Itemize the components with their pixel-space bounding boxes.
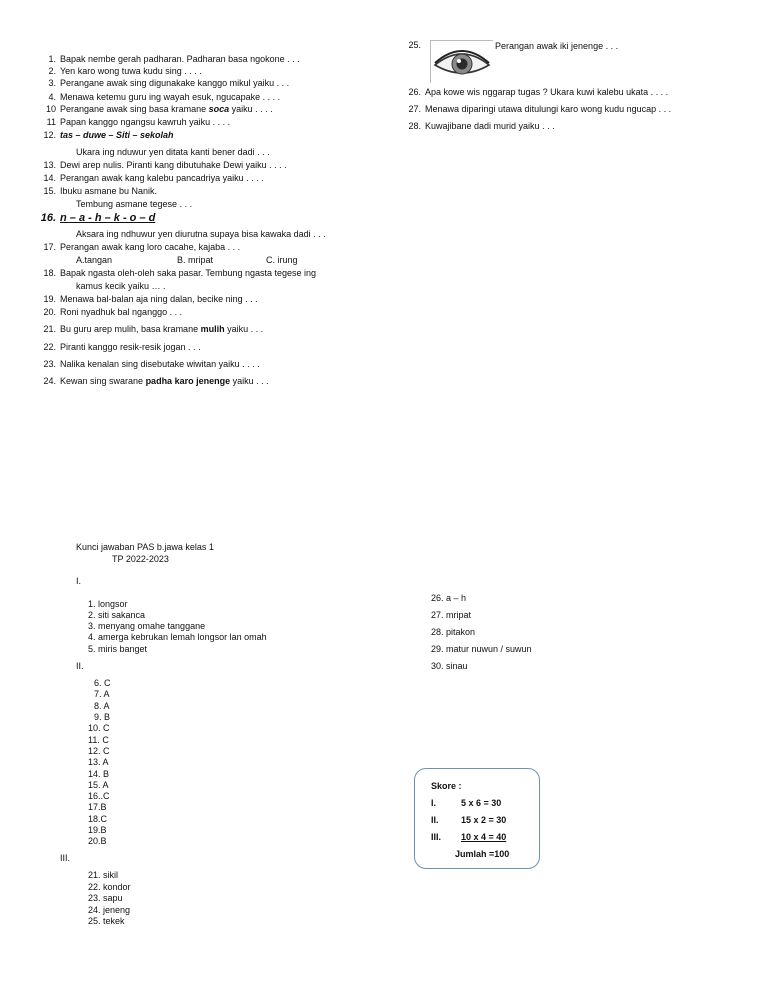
answer-30: 30. sinau bbox=[431, 661, 468, 671]
question-28: 28. Kuwajibane dadi murid yaiku . . . bbox=[408, 121, 555, 131]
question-1: 1. Bapak nembe gerah padharan. Padharan basa ngokone . . . bbox=[48, 54, 300, 64]
question-3: 3. Perangane awak sing digunakake kanggo mikul yaiku . . . bbox=[48, 78, 290, 88]
answer-21: 21. sikil bbox=[88, 870, 119, 880]
score-row-3-label: III. bbox=[431, 832, 442, 842]
question-15: 15. Ibuku asmane bu Nanik. bbox=[43, 186, 158, 196]
question-12: 12. tas – duwe – Siti – sekolah bbox=[43, 130, 174, 140]
question-20: 20. Roni nyadhuk bal nganggo . . . bbox=[43, 307, 183, 317]
answer-23: 23. sapu bbox=[88, 893, 123, 903]
question-25: Perangan awak iki jenenge . . . bbox=[495, 41, 619, 51]
key-section-2: II. bbox=[76, 661, 84, 671]
key-title: Kunci jawaban PAS b.jawa kelas 1 bbox=[76, 542, 214, 552]
question-14: 14. Perangan awak kang kalebu pancadriya yaiku . . . . bbox=[43, 173, 264, 183]
answer-11: 11. C bbox=[88, 735, 109, 745]
answer-19: 19.B bbox=[88, 825, 107, 835]
eye-image bbox=[430, 40, 493, 83]
question-21: 21. Bu guru arep mulih, basa kramane mulih yaiku . . . bbox=[43, 324, 264, 334]
question-18-cont: kamus kecik yaiku … . bbox=[76, 281, 166, 291]
answer-4: 4. amerga kebrukan lemah longsor lan omah bbox=[88, 632, 267, 642]
score-row-1-label: I. bbox=[431, 798, 437, 808]
option-a: A.tangan bbox=[76, 255, 113, 265]
score-total: Jumlah =100 bbox=[455, 849, 510, 859]
question-22: 22. Piranti kanggo resik-resik jogan . . . bbox=[43, 342, 201, 352]
question-27: 27. Menawa diparingi utawa ditulungi karo wong kudu ngucap . . . bbox=[408, 104, 672, 114]
answer-16: 16..C bbox=[88, 791, 110, 801]
answer-12: 12. C bbox=[88, 746, 110, 756]
question-4: 4. Menawa ketemu guru ing wayah esuk, ngucapake . . . . bbox=[48, 92, 281, 102]
answer-22: 22. kondor bbox=[88, 882, 131, 892]
answer-24: 24. jeneng bbox=[88, 905, 131, 915]
answer-20: 20.B bbox=[88, 836, 107, 846]
score-row-2: 15 x 2 = 30 bbox=[461, 815, 507, 825]
answer-27: 27. mripat bbox=[431, 610, 472, 620]
answer-2: 2. siti sakanca bbox=[88, 610, 146, 620]
option-b: B. mripat bbox=[177, 255, 214, 265]
question-18: 18. Bapak ngasta oleh-oleh saka pasar. Tembung ngasta tegese ing bbox=[43, 268, 317, 278]
answer-25: 25. tekek bbox=[88, 916, 125, 926]
question-10: 10 Perangane awak sing basa kramane soca yaiku . . . . bbox=[45, 104, 273, 114]
score-box bbox=[414, 768, 540, 869]
question-13: 13. Dewi arep nulis. Piranti kang dibutuhake Dewi yaiku . . . . bbox=[43, 160, 287, 170]
question-19: 19. Menawa bal-balan aja ning dalan, becike ning . . . bbox=[43, 294, 258, 304]
question-16: 16. n – a - h – k - o – d bbox=[40, 212, 156, 224]
question-26: 26. Apa kowe wis nggarap tugas ? Ukara kuwi kalebu ukata . . . . bbox=[408, 87, 669, 97]
eye-icon bbox=[431, 41, 493, 83]
answer-15: 15. A bbox=[88, 780, 109, 790]
answer-17: 17.B bbox=[88, 802, 107, 812]
answer-6: 6. C bbox=[94, 678, 111, 688]
answer-26: 26. a – h bbox=[431, 593, 467, 603]
question-24: 24. Kewan sing swarane padha karo jenenge yaiku . . . bbox=[43, 376, 269, 386]
score-row-2-label: II. bbox=[431, 815, 439, 825]
answer-13: 13. A bbox=[88, 757, 109, 767]
answer-18: 18.C bbox=[88, 814, 108, 824]
key-year: TP 2022-2023 bbox=[112, 554, 169, 564]
question-11: 11 Papan kanggo ngangsu kawruh yaiku . . . . bbox=[46, 117, 231, 127]
question-17: 17. Perangan awak kang loro cacahe, kajaba . . . bbox=[43, 242, 241, 252]
question-16-note: Aksara ing ndhuwur yen diurutna supaya bisa kawaka dadi . . . bbox=[76, 229, 326, 239]
question-12-note: Ukara ing nduwur yen ditata kanti bener dadi . . . bbox=[76, 147, 270, 157]
answer-3: 3. menyang omahe tanggane bbox=[88, 621, 206, 631]
score-row-1: 5 x 6 = 30 bbox=[461, 798, 502, 808]
answer-14: 14. B bbox=[88, 769, 110, 779]
answer-5: 5. miris banget bbox=[88, 644, 148, 654]
answer-10: 10. C bbox=[88, 723, 110, 733]
score-row-3: 10 x 4 = 40 bbox=[461, 832, 507, 842]
question-2: 2. Yen karo wong tuwa kudu sing . . . . bbox=[48, 66, 202, 76]
answer-1: 1. longsor bbox=[88, 599, 128, 609]
answer-8: 8. A bbox=[94, 701, 110, 711]
answer-29: 29. matur nuwun / suwun bbox=[431, 644, 532, 654]
score-title: Skore : bbox=[431, 781, 462, 791]
question-25-number: 25. bbox=[408, 40, 421, 50]
option-c: C. irung bbox=[266, 255, 298, 265]
question-23: 23. Nalika kenalan sing disebutake wiwitan yaiku . . . . bbox=[43, 359, 260, 369]
answer-9: 9. B bbox=[94, 712, 111, 722]
key-section-1: I. bbox=[76, 576, 82, 586]
question-15-note: Tembung asmane tegese . . . bbox=[76, 199, 193, 209]
answer-28: 28. pitakon bbox=[431, 627, 476, 637]
key-section-3: III. bbox=[60, 853, 71, 863]
answer-7: 7. A bbox=[94, 689, 110, 699]
